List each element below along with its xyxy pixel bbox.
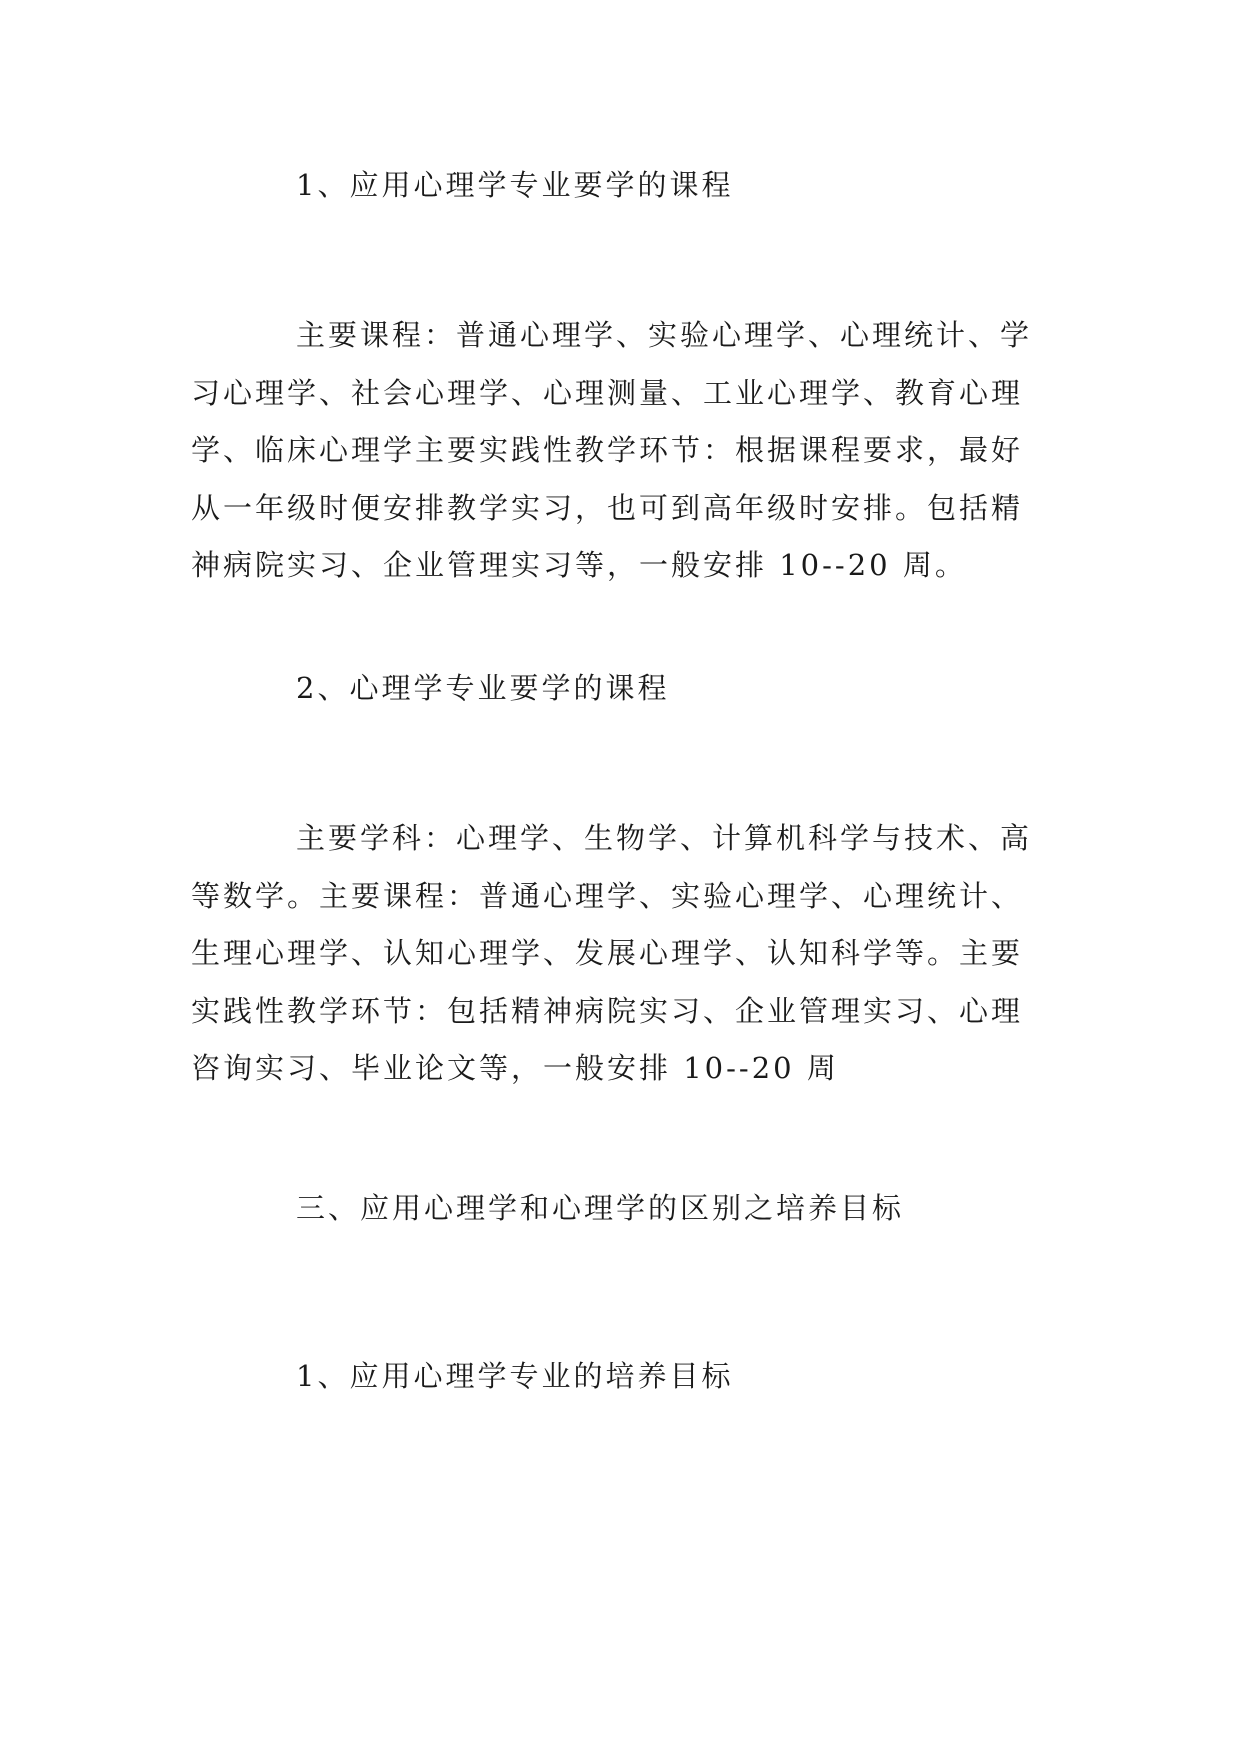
paragraph-line: 咨询实习、毕业论文等，一般安排 10--20 周 [191, 1051, 839, 1085]
paragraph-line: 等数学。主要课程：普通心理学、实验心理学、心理统计、 [191, 878, 1024, 913]
paragraph-line: 主要课程：普通心理学、实验心理学、心理统计、学 [296, 318, 1033, 352]
heading-training-objectives: 三、应用心理学和心理学的区别之培养目标 [296, 1191, 905, 1225]
paragraph-line: 从一年级时便安排教学实习，也可到高年级时安排。包括精 [191, 490, 1024, 525]
paragraph-line: 实践性教学环节：包括精神病院实习、企业管理实习、心理 [191, 993, 1024, 1028]
heading-psychology-courses: 2、心理学专业要学的课程 [296, 671, 670, 705]
paragraph-line: 生理心理学、认知心理学、发展心理学、认知科学等。主要 [191, 936, 1024, 970]
heading-applied-psychology-objectives: 1、应用心理学专业的培养目标 [296, 1359, 734, 1393]
paragraph-line: 主要学科：心理学、生物学、计算机科学与技术、高 [296, 821, 1033, 855]
paragraph-line: 学、临床心理学主要实践性教学环节：根据课程要求，最好 [191, 433, 1024, 467]
paragraph-line: 习心理学、社会心理学、心理测量、工业心理学、教育心理 [191, 375, 1024, 410]
paragraph-applied-psychology-courses [191, 307, 1053, 595]
heading-applied-psychology-courses: 1、应用心理学专业要学的课程 [296, 168, 734, 202]
paragraph-line: 神病院实习、企业管理实习等，一般安排 10--20 周。 [191, 548, 967, 582]
paragraph-psychology-courses [191, 810, 1053, 1098]
